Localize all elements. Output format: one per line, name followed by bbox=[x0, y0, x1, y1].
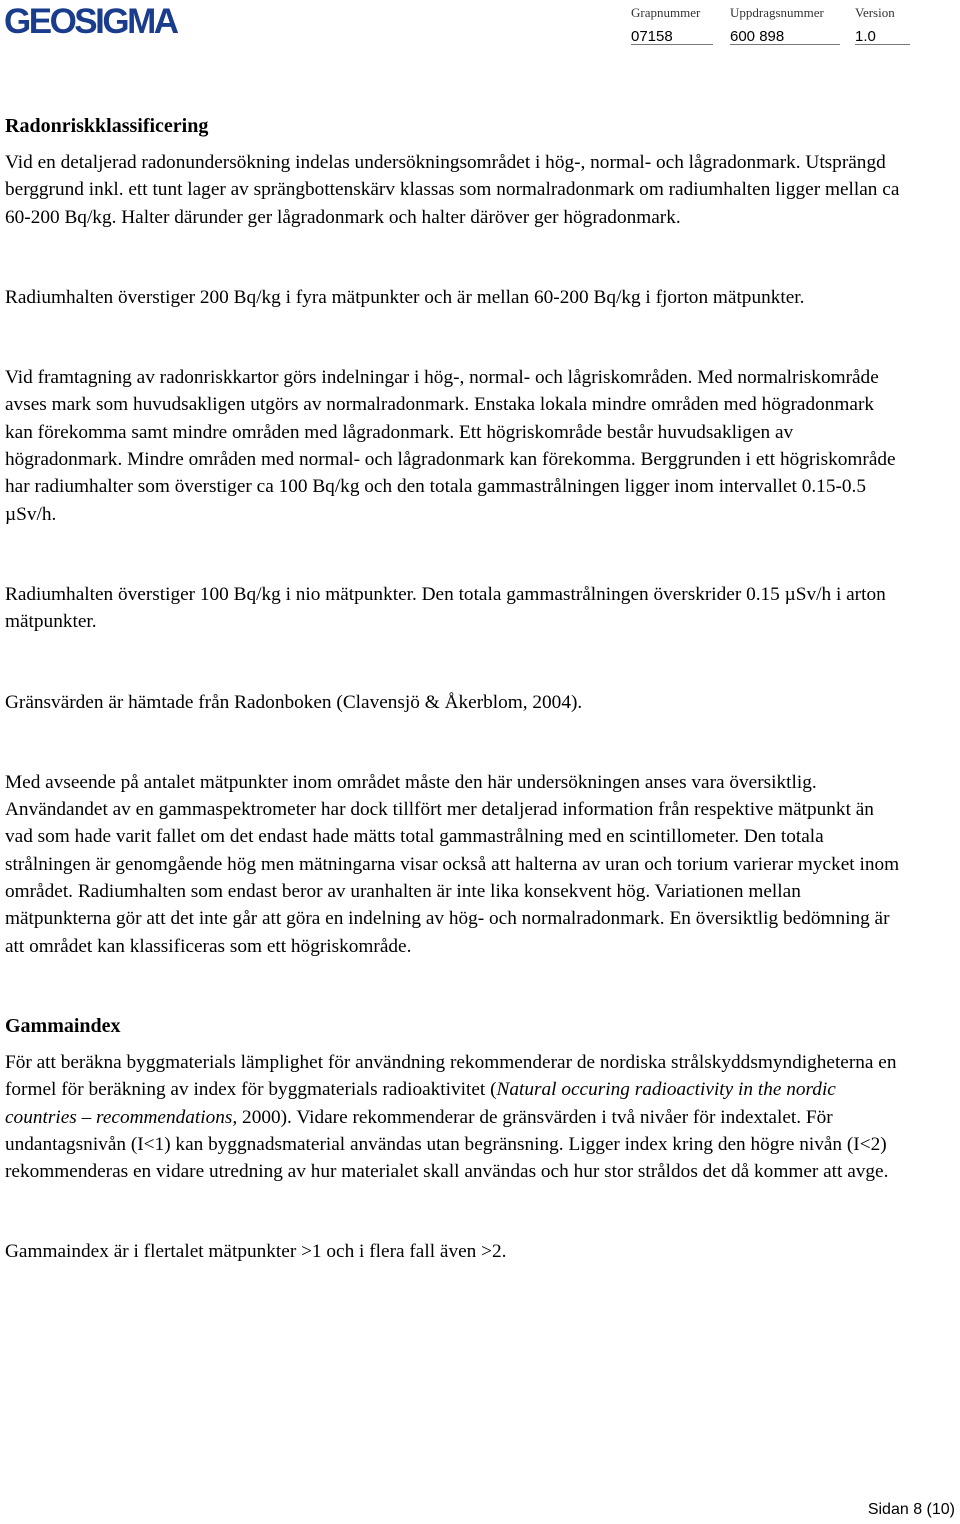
paragraph: Vid en detaljerad radonundersökning indelas undersökningsområdet i hög-, normal- och lågradonmark. Utsprängd berggrund inkl. ett tunt lager av sprängbottenskärv klassas som normalradonmark om radiumhalten ligger mellan ca 60-200 Bq/kg. Halter därunder ger lågradonmark och halter däröver ger högradonmark. bbox=[5, 152, 900, 228]
paragraph: Vid framtagning av radonriskkartor görs indelningar i hög-, normal- och lågriskområden. Med normalriskområde avses mark som huvudsakligen utgörs av normalradonmark. Enstaka lokala mindre områden med högradonmark kan förekomma samt mindre områden med lågradonmark. Ett högriskområde består huvudsakligen av högradonmark. Mindre områden med normal- och lågradonmark kan förekomma. Berggrunden i ett högriskområde har radiumhalter som överstiger ca 100 Bq/kg och den totala gammastrålningen ligger inom intervallet 0.15-0.5 µSv/h. bbox=[5, 367, 896, 525]
paragraph: Gränsvärden är hämtade från Radonboken (Clavensjö & Åkerblom, 2004). bbox=[5, 691, 583, 713]
header-label: Uppdragsnummer bbox=[730, 5, 824, 20]
header-underline bbox=[855, 44, 910, 45]
paragraph bbox=[5, 1049, 905, 1185]
header-value: 07158 bbox=[631, 28, 673, 45]
document-body bbox=[5, 113, 905, 1266]
company-logo: GEOSIGMA bbox=[4, 2, 177, 41]
paragraph: Gammaindex är i flertalet mätpunkter >1 och i flera fall även >2. bbox=[5, 1241, 507, 1263]
header-underline bbox=[730, 44, 840, 45]
header-column-grapnummer bbox=[631, 5, 700, 46]
paragraph: Radiumhalten överstiger 200 Bq/kg i fyra mätpunkter och är mellan 60-200 Bq/kg i fjorton mätpunkter. bbox=[5, 286, 805, 308]
header-column-version bbox=[855, 5, 895, 46]
header-underline bbox=[631, 44, 713, 45]
paragraph-text: För att beräkna byggmaterials lämplighet för användning rekommenderar de nordiska strålskyddsmyndigheterna en formel för beräkning av index för byggmaterials radioaktivitet ( bbox=[5, 1051, 897, 1101]
paragraph: Radiumhalten överstiger 100 Bq/kg i nio mätpunkter. Den totala gammastrålningen överskrider 0.15 µSv/h i arton mätpunkter. bbox=[5, 583, 886, 633]
page-number: Sidan 8 (10) bbox=[867, 1501, 955, 1518]
header-label: Grapnummer bbox=[631, 5, 701, 20]
section-heading-gammaindex: Gammaindex bbox=[5, 1014, 121, 1037]
citation-title: Natural occuring radioactivity in the nordic countries – recommendations, bbox=[5, 1079, 836, 1128]
header-label: Version bbox=[855, 5, 895, 20]
section-heading-radonriskklassificering: Radonriskklassificering bbox=[5, 115, 209, 137]
paragraph-text: 2000). Vidare rekommenderar de gränsvärden i två nivåer för indextalet. För undantagsnivån (I<1) kan byggnadsmaterial användas utan begränsning. Ligger index kring den högre nivån (I<2) rekommenderas en vidare utredning av hur materialet skall användas och hur stor stråldos det då kommer att avge. bbox=[5, 1106, 889, 1183]
header-value: 600 898 bbox=[730, 28, 785, 45]
header-value: 1.0 bbox=[855, 28, 876, 45]
page-header bbox=[0, 0, 960, 50]
header-column-uppdragsnummer bbox=[730, 5, 824, 46]
paragraph: Med avseende på antalet mätpunkter inom området måste den här undersökningen anses vara översiktlig. Användandet av en gammaspektrometer har dock tillfört mer detaljerad information från respektive mätpunkt än vad som hade varit fallet om det endast hade mätts total gammastrålning med en scintillometer. Den totala strålningen är genomgående hög men mätningarna visar också att halterna av uran och torium varierar mycket inom området. Radiumhalten som endast beror av uranhalten är inte lika konsekvent hög. Variationen mellan mätpunkterna gör att det inte går att göra en indelning av hög- och normalradonmark. En översiktlig bedömning är att området kan klassificeras som ett högriskområde. bbox=[5, 771, 900, 957]
